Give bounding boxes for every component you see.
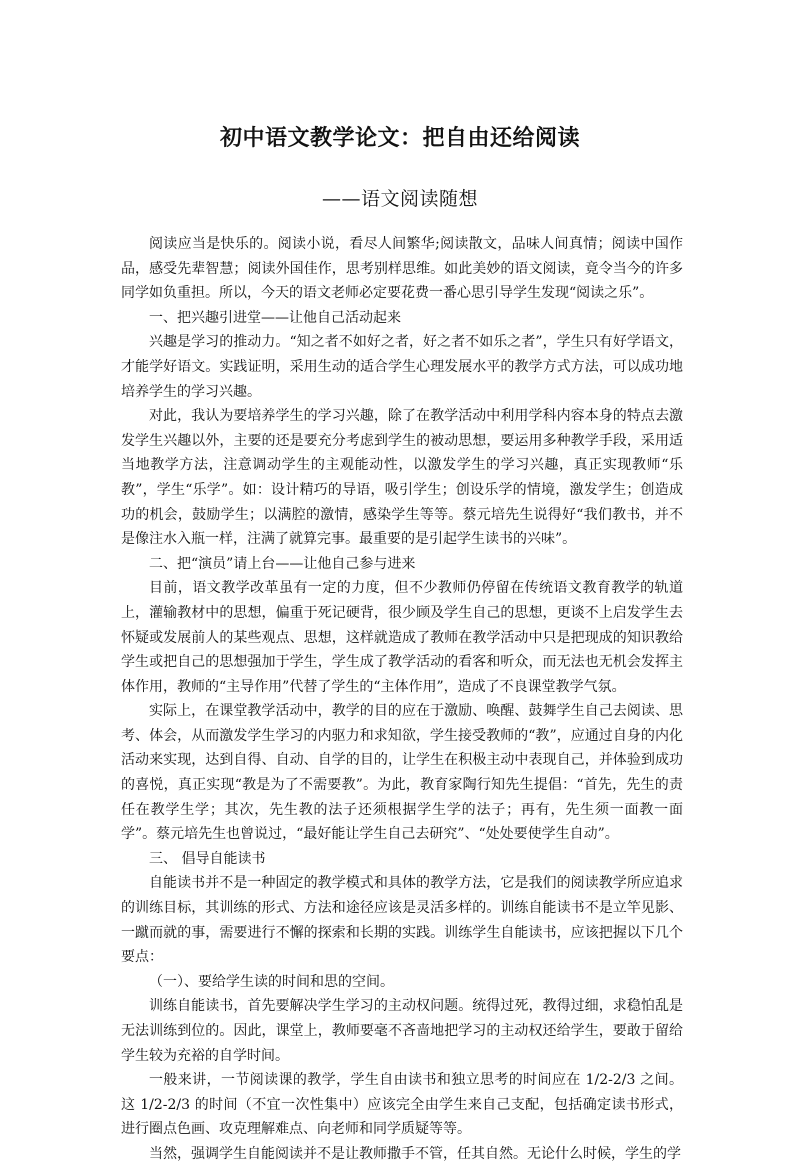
- paragraph: 兴趣是学习的推动力。“知之者不如好之者，好之者不如乐之者”，学生只有好学语文，才能学好语文。实践证明，采用生动的适合学生心理发展水平的教学方式方法，可以成功地培养学生的学习兴趣。: [121, 334, 683, 400]
- paragraph: 训练自能读书，首先要解决学生学习的主动权问题。统得过死，教得过细，求稳怕乱是无法训练到位的。因此，课堂上，教师要毫不吝啬地把学习的主动权还给学生，要敢于留给学生较为充裕的自学时间。: [121, 998, 683, 1064]
- paragraph: 目前，语文教学改革虽有一定的力度，但不少教师仍停留在传统语文教育教学的轨道上，灌输教材中的思想，偏重于死记硬背，很少顾及学生自己的思想，更谈不上启发学生去怀疑或发展前人的某些观点、思想，这样就造成了教师在教学活动中只是把现成的知识教给学生或把自己的思想强加于学生，学生成了教学活动的看客和听众，而无法也无机会发挥主体作用，教师的“主导作用”代替了学生的“主体作用”，造成了不良课堂教学气氛。: [121, 580, 683, 695]
- paragraph: 阅读应当是快乐的。阅读小说，看尽人间繁华;阅读散文，品味人间真情；阅读中国作品，感受先辈智慧；阅读外国佳作，思考别样思维。如此美妙的语文阅读，竟令当今的许多同学如负重担。所以，今天的语文老师必定要花费一番心思引导学生发现“阅读之乐”。: [121, 236, 683, 302]
- paragraph: 实际上，在课堂教学活动中，教学的目的应在于激励、唤醒、鼓舞学生自己去阅读、思考、体会，从而激发学生学习的内驱力和求知欲，学生接受教师的“教”，应通过自身的内化活动来实现，达到自得、自动、自学的目的，让学生在积极主动中表现自己，并体验到成功的喜悦，真正实现“教是为了不需要教”。为此，教育家陶行知先生提倡：“首先，先生的责任在教学生学；其次，先生教的法子还须根据学生学的法子；再有，先生须一面教一面学”。蔡元培先生也曾说过，“最好能让学生自己去研究”、“处处要使学生自动”。: [121, 703, 683, 843]
- paragraph: 当然，强调学生自能阅读并不是让教师撒手不管，任其自然。无论什么时候，学生的学: [149, 1145, 681, 1162]
- section-heading: 三、 倡导自能读书: [149, 850, 266, 867]
- section-heading: 一、把兴趣引进堂——让他自己活动起来: [149, 309, 401, 326]
- document-body: [121, 232, 683, 1167]
- document-title: 初中语文教学论文：把自由还给阅读: [219, 126, 580, 151]
- paragraph: 自能读书并不是一种固定的教学模式和具体的教学方法，它是我们的阅读教学所应追求的训练目标，其训练的形式、方法和途径应该是灵活多样的。训练自能读书不是立竿见影、一蹴而就的事，需要进行不懈的探索和长期的实践。训练学生自能读书，应该把握以下几个要点：: [121, 875, 683, 966]
- paragraph: 一般来讲，一节阅读课的教学，学生自由读书和独立思考的时间应在 1/2-2/3 之间。这 1/2-2/3 的时间（不宜一次性集中）应该完全由学生来自己支配，包括确定读书形式，进行圈点色画、攻克理解难点、向老师和同学质疑等等。: [121, 1072, 683, 1138]
- paragraph: 对此，我认为要培养学生的学习兴趣，除了在教学活动中利用学科内容本身的特点去激发学生兴趣以外，主要的还是要充分考虑到学生的被动思想，要运用多种教学手段，采用适当地教学方法，注意调动学生的主观能动性，以激发学生的学习兴趣，真正实现教师“乐教”，学生“乐学”。如：设计精巧的导语，吸引学生；创设乐学的情境，激发学生；创造成功的机会，鼓励学生；以满腔的激情，感染学生等等。蔡元培先生说得好“我们教书，并不是像注水入瓶一样，注满了就算完事。最重要的是引起学生读书的兴味”。: [121, 408, 683, 548]
- section-heading: 二、把“演员”请上台——让他自己参与进来: [149, 555, 416, 572]
- subsection-heading: （一）、要给学生读的时间和思的空间。: [149, 973, 394, 990]
- document-subtitle: ——语文阅读随想: [321, 188, 478, 210]
